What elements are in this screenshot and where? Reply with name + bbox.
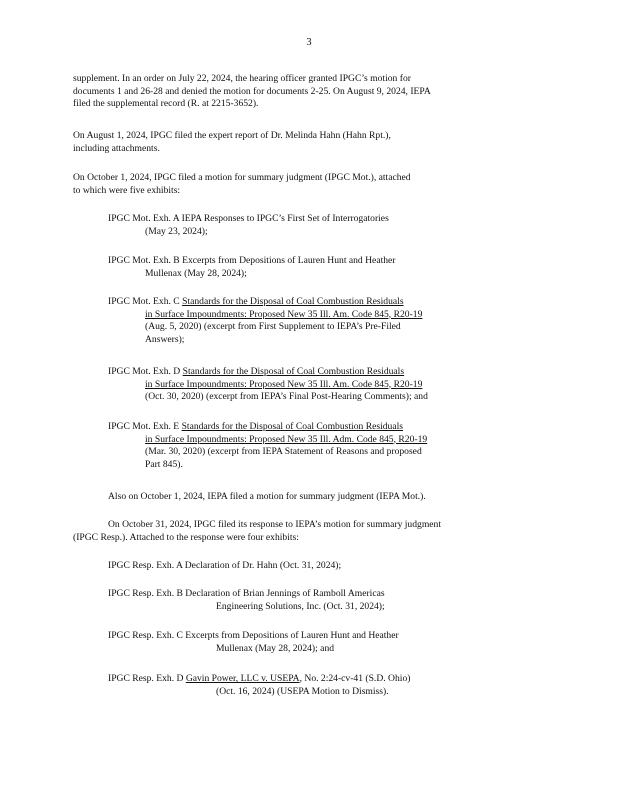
citation-title: Standards for the Disposal of Coal Combustion Residuals: [182, 296, 404, 307]
exhibit-a: [108, 213, 508, 238]
text-line: to which were five exhibits:: [73, 184, 181, 196]
text-line: (May 23, 2024);: [145, 225, 208, 237]
text-line: IPGC Resp. Exh. C Excerpts from Depositions of Lauren Hunt and Heather: [108, 630, 399, 641]
text-line: supplement. In an order on July 22, 2024, the hearing officer granted IPGC’s motion for: [73, 73, 411, 84]
response-exhibit-b: [108, 588, 508, 613]
exhibit-label: IPGC Resp. Exh. D: [108, 673, 186, 684]
text-line: Mullenax (May 28, 2024);: [145, 267, 247, 279]
paragraph-expert-report: [73, 130, 523, 155]
text-line: IPGC Resp. Exh. A Declaration of Dr. Hahn (Oct. 31, 2024);: [108, 560, 342, 571]
citation-title: in Surface Impoundments: Proposed New 35 Ill. Am. Code 845, R20-19: [145, 308, 423, 320]
text-line: Mullenax (May 28, 2024); and: [216, 642, 335, 654]
text-line: documents 1 and 26-28 and denied the motion for documents 2-25. On August 9, 2024, IEPA: [73, 85, 431, 97]
exhibit-label: IPGC Mot. Exh. C: [108, 296, 183, 307]
text-line: IPGC Resp. Exh. B Declaration of Brian Jennings of Ramboll Americas: [108, 588, 385, 599]
text-line: (Aug. 5, 2020) (excerpt from First Supplement to IEPA’s Pre-Filed: [145, 321, 401, 332]
case-name: Gavin Power, LLC v. USEPA: [185, 673, 300, 684]
text-line: [108, 296, 508, 309]
text-line: Part 845).: [145, 458, 183, 470]
text-line: On August 1, 2024, IPGC filed the expert report of Dr. Melinda Hahn (Hahn Rpt.),: [73, 130, 391, 141]
text-line: IPGC Mot. Exh. B Excerpts from Depositions of Lauren Hunt and Heather: [108, 255, 396, 266]
text-line: (Mar. 30, 2020) (excerpt from IEPA Statement of Reasons and proposed: [145, 446, 422, 457]
citation-title: in Surface Impoundments: Proposed New 35 Ill. Am. Code 845, R20-19: [145, 378, 423, 390]
page-number: 3: [306, 37, 312, 48]
text-line: [108, 366, 508, 379]
paragraph-ipgc-response: [73, 519, 523, 544]
exhibit-c: [108, 296, 508, 346]
paragraph-ipgc-motion: [73, 172, 523, 197]
paragraph-iepa-motion: [108, 491, 508, 504]
text-line: Also on October 1, 2024, IEPA filed a motion for summary judgment (IEPA Mot.).: [108, 491, 426, 502]
text-line: [108, 673, 508, 686]
exhibit-label: IPGC Mot. Exh. D: [108, 366, 183, 377]
citation-title: in Surface Impoundments: Proposed New 35 Ill. Adm. Code 845, R20-19: [145, 433, 428, 445]
response-exhibit-d: [108, 673, 508, 698]
text-line: [108, 421, 508, 434]
text-line: (IPGC Resp.). Attached to the response were four exhibits:: [73, 531, 299, 543]
text-line: Answers);: [145, 333, 185, 345]
text-line: filed the supplemental record (R. at 2215-3652).: [73, 98, 259, 109]
text-line: including attachments.: [73, 142, 160, 154]
text-line: (Oct. 16, 2024) (USEPA Motion to Dismiss).: [216, 685, 389, 697]
case-citation: , No. 2:24-cv-41 (S.D. Ohio): [299, 673, 411, 684]
response-exhibit-c: [108, 630, 508, 655]
exhibit-e: [108, 421, 508, 471]
text-line: On October 1, 2024, IPGC filed a motion for summary judgment (IPGC Mot.), attached: [73, 172, 411, 183]
paragraph-supplement: [73, 73, 523, 111]
text-line: (Oct. 30, 2020) (excerpt from IEPA’s Final Post-Hearing Comments); and: [145, 391, 428, 402]
response-exhibit-a: [108, 560, 508, 573]
citation-title: Standards for the Disposal of Coal Combustion Residuals: [182, 366, 405, 377]
text-line: IPGC Mot. Exh. A IEPA Responses to IPGC’s First Set of Interrogatories: [108, 213, 389, 224]
text-line: On October 31, 2024, IPGC filed its response to IEPA’s motion for summary judgment: [108, 519, 442, 530]
exhibit-d: [108, 366, 508, 404]
text-line: Engineering Solutions, Inc. (Oct. 31, 2024);: [216, 600, 385, 612]
citation-title: Standards for the Disposal of Coal Combustion Residuals: [181, 421, 404, 432]
exhibit-label: IPGC Mot. Exh. E: [108, 421, 182, 432]
exhibit-b: [108, 255, 508, 280]
